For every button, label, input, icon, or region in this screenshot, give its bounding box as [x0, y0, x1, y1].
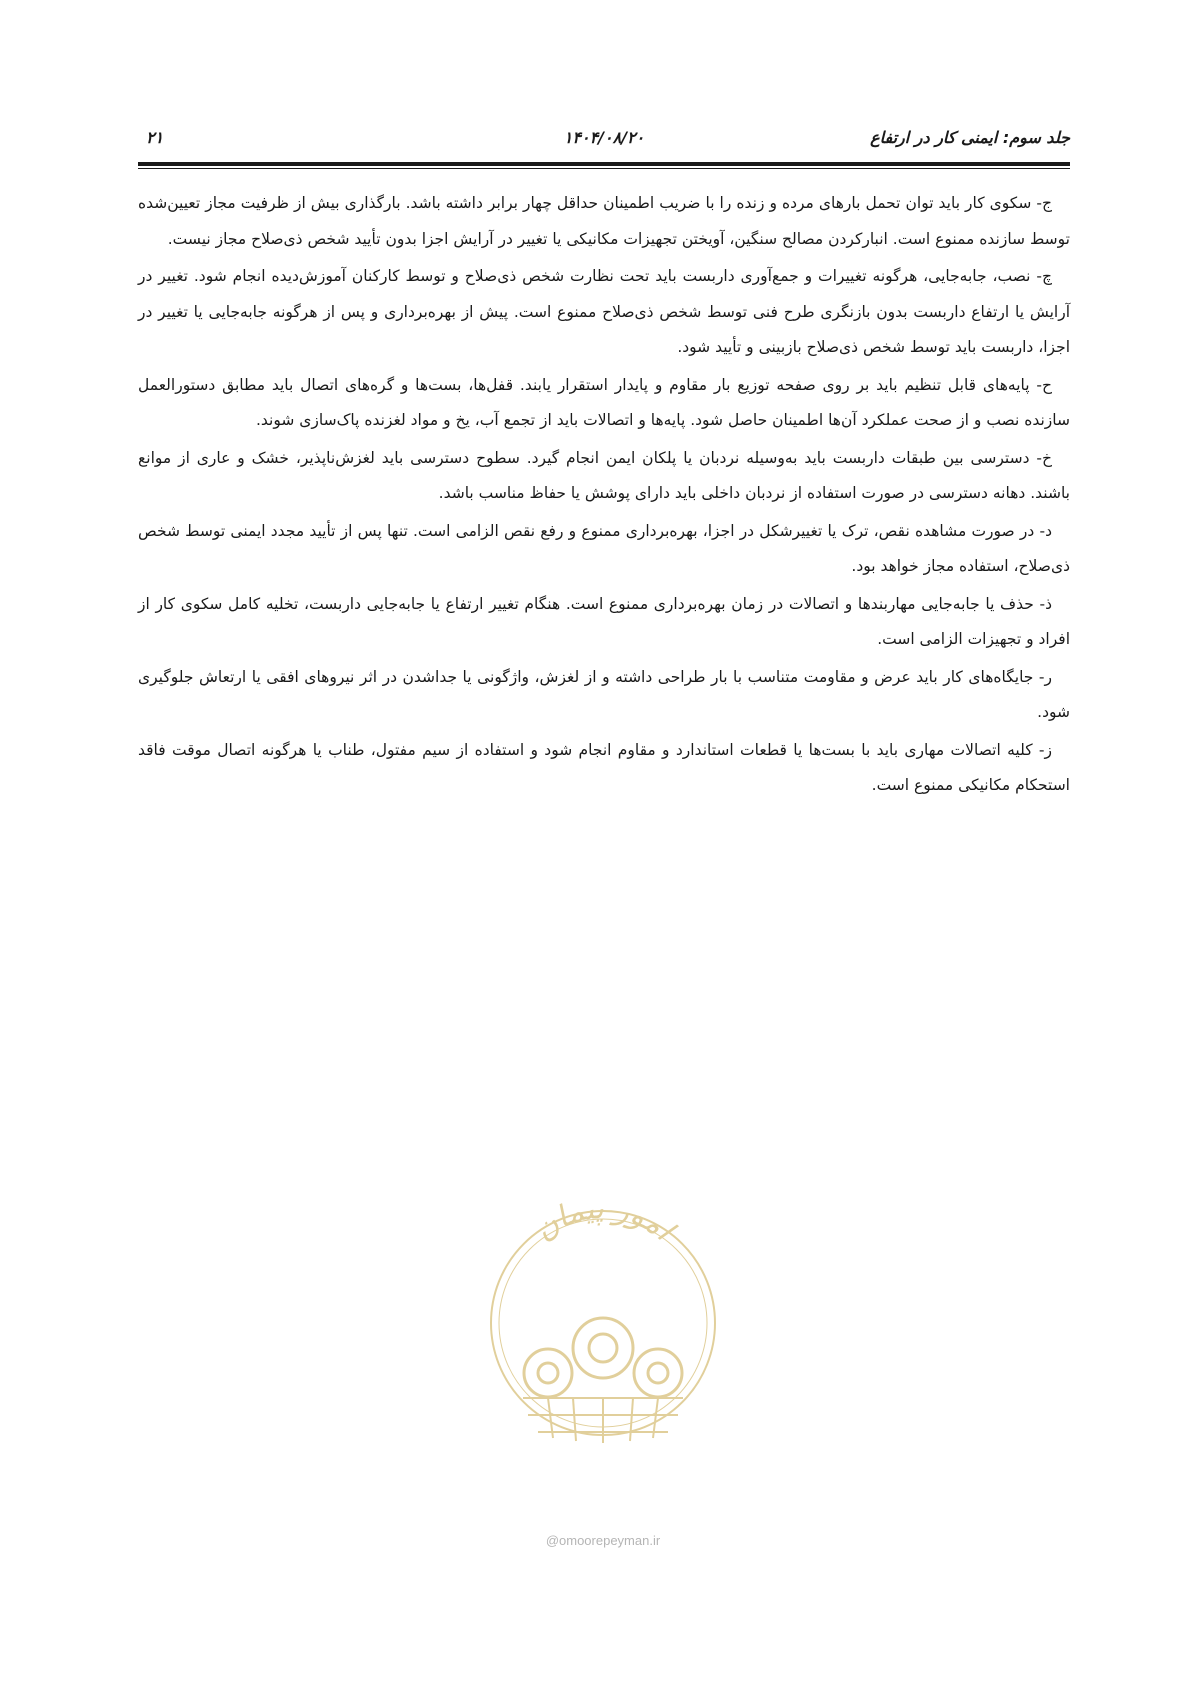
page-header — [138, 128, 1070, 154]
paragraph-dal: د- در صورت مشاهده نقص، ترک یا تغییرشکل در اجزا، بهره‌برداری ممنوع و رفع نقص الزامی است. تنها پس از تأیید مجدد ایمنی توسط شخص ذی‌صلاح، استفاده مجاز خواهد بود. — [138, 521, 1070, 575]
body-text — [138, 186, 1070, 806]
paragraph-khe: خ- دسترسی بین طبقات داربست باید به‌وسیله نردبان یا پلکان ایمن انجام گیرد. سطوح دسترسی باید لغزش‌ناپذیر، خشک و عاری از موانع باشند. دهانه دسترسی در صورت استفاده از نردبان داخلی باید دارای پوشش یا حفاظ مناسب باشد. — [138, 448, 1070, 502]
watermark-logo-text: امور پیمان — [527, 1190, 680, 1248]
paragraph-jim: ج- سکوی کار باید توان تحمل بارهای مرده و زنده را با ضریب اطمینان حداقل چهار برابر داشته باشد. بارگذاری بیش از ظرفیت مجاز تعیین‌شده توسط سازنده ممنوع است. انبارکردن مصالح سنگین، آویختن تجهیزات مکانیکی یا تغییر در آرایش اجزا بدون تأیید شخص ذی‌صلاح مجاز نیست. — [138, 194, 1070, 248]
header-rule-thick — [138, 162, 1070, 166]
paragraph-re: ر- جایگاه‌های کار باید عرض و مقاومت متناسب با بار طراحی داشته و از لغزش، واژگونی یا جداشدن در اثر نیروهای افقی یا ارتعاش جلوگیری شود. — [138, 667, 1070, 721]
header-rule-thin — [138, 168, 1070, 169]
paragraph-he: ح- پایه‌های قابل تنظیم باید بر روی صفحه توزیع بار مقاوم و پایدار استقرار یابند. قفل‌ها، بست‌ها و گره‌های اتصال باید مطابق دستورالعمل سازنده نصب و از صحت عملکرد آن‌ها اطمینان حاصل شود. پایه‌ها و اتصالات باید از تجمع آب، یخ و مواد لغزنده پاک‌سازی شوند. — [138, 375, 1070, 429]
watermark-url: @omoorepeyman.ir — [545, 1533, 661, 1548]
header-date: ۱۴۰۴/۰۸/۲۰ — [563, 128, 645, 147]
page-number: ۲۱ — [146, 128, 164, 147]
paragraph-ze: ز- کلیه اتصالات مهاری باید با بست‌ها یا قطعات استاندارد و مقاوم انجام شود و استفاده از سیم مفتول، طناب یا هرگونه اتصال موقت فاقد استحکام مکانیکی ممنوع است. — [138, 740, 1070, 794]
watermark-logo — [478, 1183, 728, 1523]
document-title: جلد سوم: ایمنی کار در ارتفاع — [870, 128, 1070, 147]
paragraph-che: چ- نصب، جابه‌جایی، هرگونه تغییرات و جمع‌آوری داربست باید تحت نظارت شخص ذی‌صلاح و توسط کارکنان آموزش‌دیده انجام شود. تغییر در آرایش یا ارتفاع داربست بدون بازنگری طرح فنی توسط شخص ذی‌صلاح ممنوع است. پیش از بهره‌برداری و پس از هرگونه جابه‌جایی یا تغییر در اجزا، داربست باید توسط شخص ذی‌صلاح بازبینی و تأیید شود. — [138, 267, 1070, 356]
paragraph-zal: ذ- حذف یا جابه‌جایی مهاربندها و اتصالات در زمان بهره‌برداری ممنوع است. هنگام تغییر ارتفاع یا جابه‌جایی داربست، تخلیه کامل سکوی کار از افراد و تجهیزات الزامی است. — [138, 594, 1070, 648]
